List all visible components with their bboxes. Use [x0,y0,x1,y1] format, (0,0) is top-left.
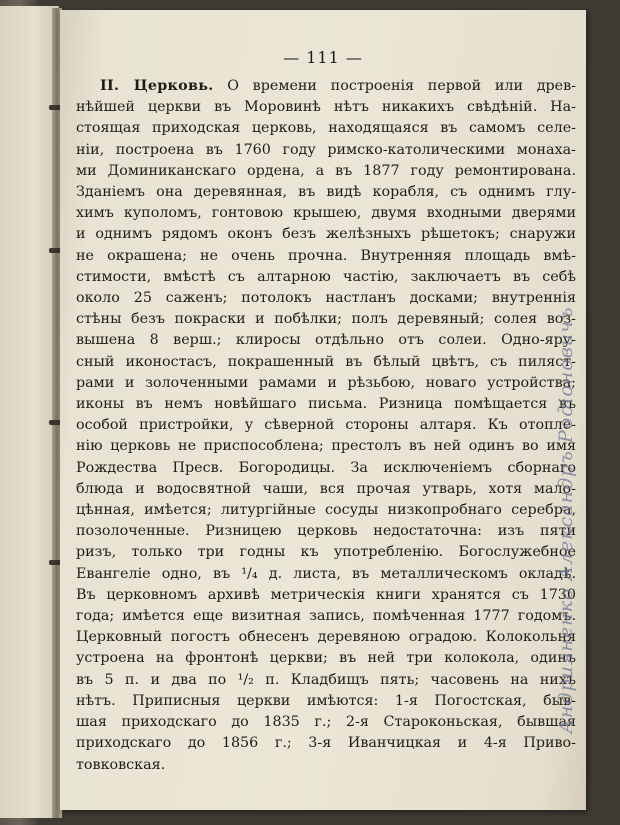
text-line: цѣнная, имѣется; литургійные сосуды низкопробнаго серебра, [76,502,576,519]
book-page [60,10,586,810]
text-line: блюда и водосвятной чаши, вся прочая утварь, хотя мало- [76,480,576,497]
previous-page-edge [0,6,59,818]
text-line: устроена на фронтонѣ церкви; въ ней три колокола, одинъ [76,650,576,667]
page-number: — 111 — [283,48,363,67]
text-line: шая приходскаго до 1835 г.; 2-я Староконьская, бывшая [76,714,576,731]
text-line-first: II. Церковь. О времени построенія первой или древ- [100,78,576,94]
text-line: сный иконостасъ, покрашенный въ бѣлый цвѣтъ, съ пиляст- [76,353,576,370]
text-line: и однимъ рядомъ оконъ безъ желѣзныхъ рѣшетокъ; снаружи [76,226,576,243]
text-line: стимости, вмѣстѣ съ алтарною частію, заключаетъ въ себѣ [76,268,576,285]
text-line: стоящая приходская церковь, находящаяся въ самомъ селе- [76,120,576,137]
text-line: ми Доминиканскаго ордена, а въ 1877 году ремонтирована. [76,162,576,179]
page-body [76,76,576,776]
text-line: особой пристройки, у сѣверной стороны алтаря. Къ отопле- [76,417,576,434]
text-line: нѣйшей церкви въ Моровинѣ нѣтъ никакихъ свѣдѣній. На- [76,99,576,116]
text-line: ніи, построена въ 1760 году римско-католическими монаха- [76,141,576,158]
text-line: вышена 8 верш.; клиросы отдѣльно отъ солеи. Одно-яру- [76,332,576,349]
text-line: нію церковь не приспособлена; престолъ въ ней одинъ во имя [76,438,576,455]
handwritten-signature-area [546,280,586,760]
text-line: Церковный погостъ обнесенъ деревяною оградою. Колокольня [76,629,576,646]
text-line: Евангеліе одно, въ ¹/₄ д. листа, въ металлическомъ окладѣ. [76,565,576,582]
handwritten-signature: Андрияненко Александръ Родіоновичъ [555,306,577,734]
text-line: иконы въ немъ новѣйшаго письма. Ризница помѣщается въ [76,396,576,413]
text-line: химъ куполомъ, гонтовою крышею, двумя входными дверями [76,205,576,222]
text-line: Въ церковномъ архивѣ метрическія книги хранятся съ 1730 [76,586,576,603]
text-line: около 25 саженъ; потолокъ настланъ досками; внутреннія [76,290,576,307]
text-line: позолоченные. Ризницею церковь недостаточна: изъ пяти [76,523,576,540]
text-line-last: товковская. [76,756,166,773]
section-heading: II. Церковь. [100,78,214,94]
text-line: нѣтъ. Приписныя церкви имѣются: 1-я Погостская, быв- [76,692,576,709]
text-line: стѣны безъ покраски и побѣлки; полъ деревяный; солея воз- [76,311,576,328]
text-line: рами и золоченными рамами и рѣзьбою, новаго устройства; [76,374,576,391]
text-line: года; имѣется еще визитная запись, помѣченная 1777 годомъ. [76,608,576,625]
text-line: въ 5 п. и два по ¹/₂ п. Кладбищъ пять; часовень на нихъ [76,671,576,688]
text-line: ризъ, только три годны къ употребленію. Богослужебное [76,544,576,561]
text-line: приходскаго до 1856 г.; 3-я Иванчицкая и 4-я Приво- [76,735,576,752]
text-line: не окрашена; не очень прочна. Внутренняя площадь вмѣ- [76,247,576,264]
text-line: Зданіемъ она деревянная, въ видѣ корабля, съ однимъ глу- [76,184,576,201]
text-line: Рождества Пресв. Богородицы. За исключеніемъ сборнаго [76,459,576,476]
